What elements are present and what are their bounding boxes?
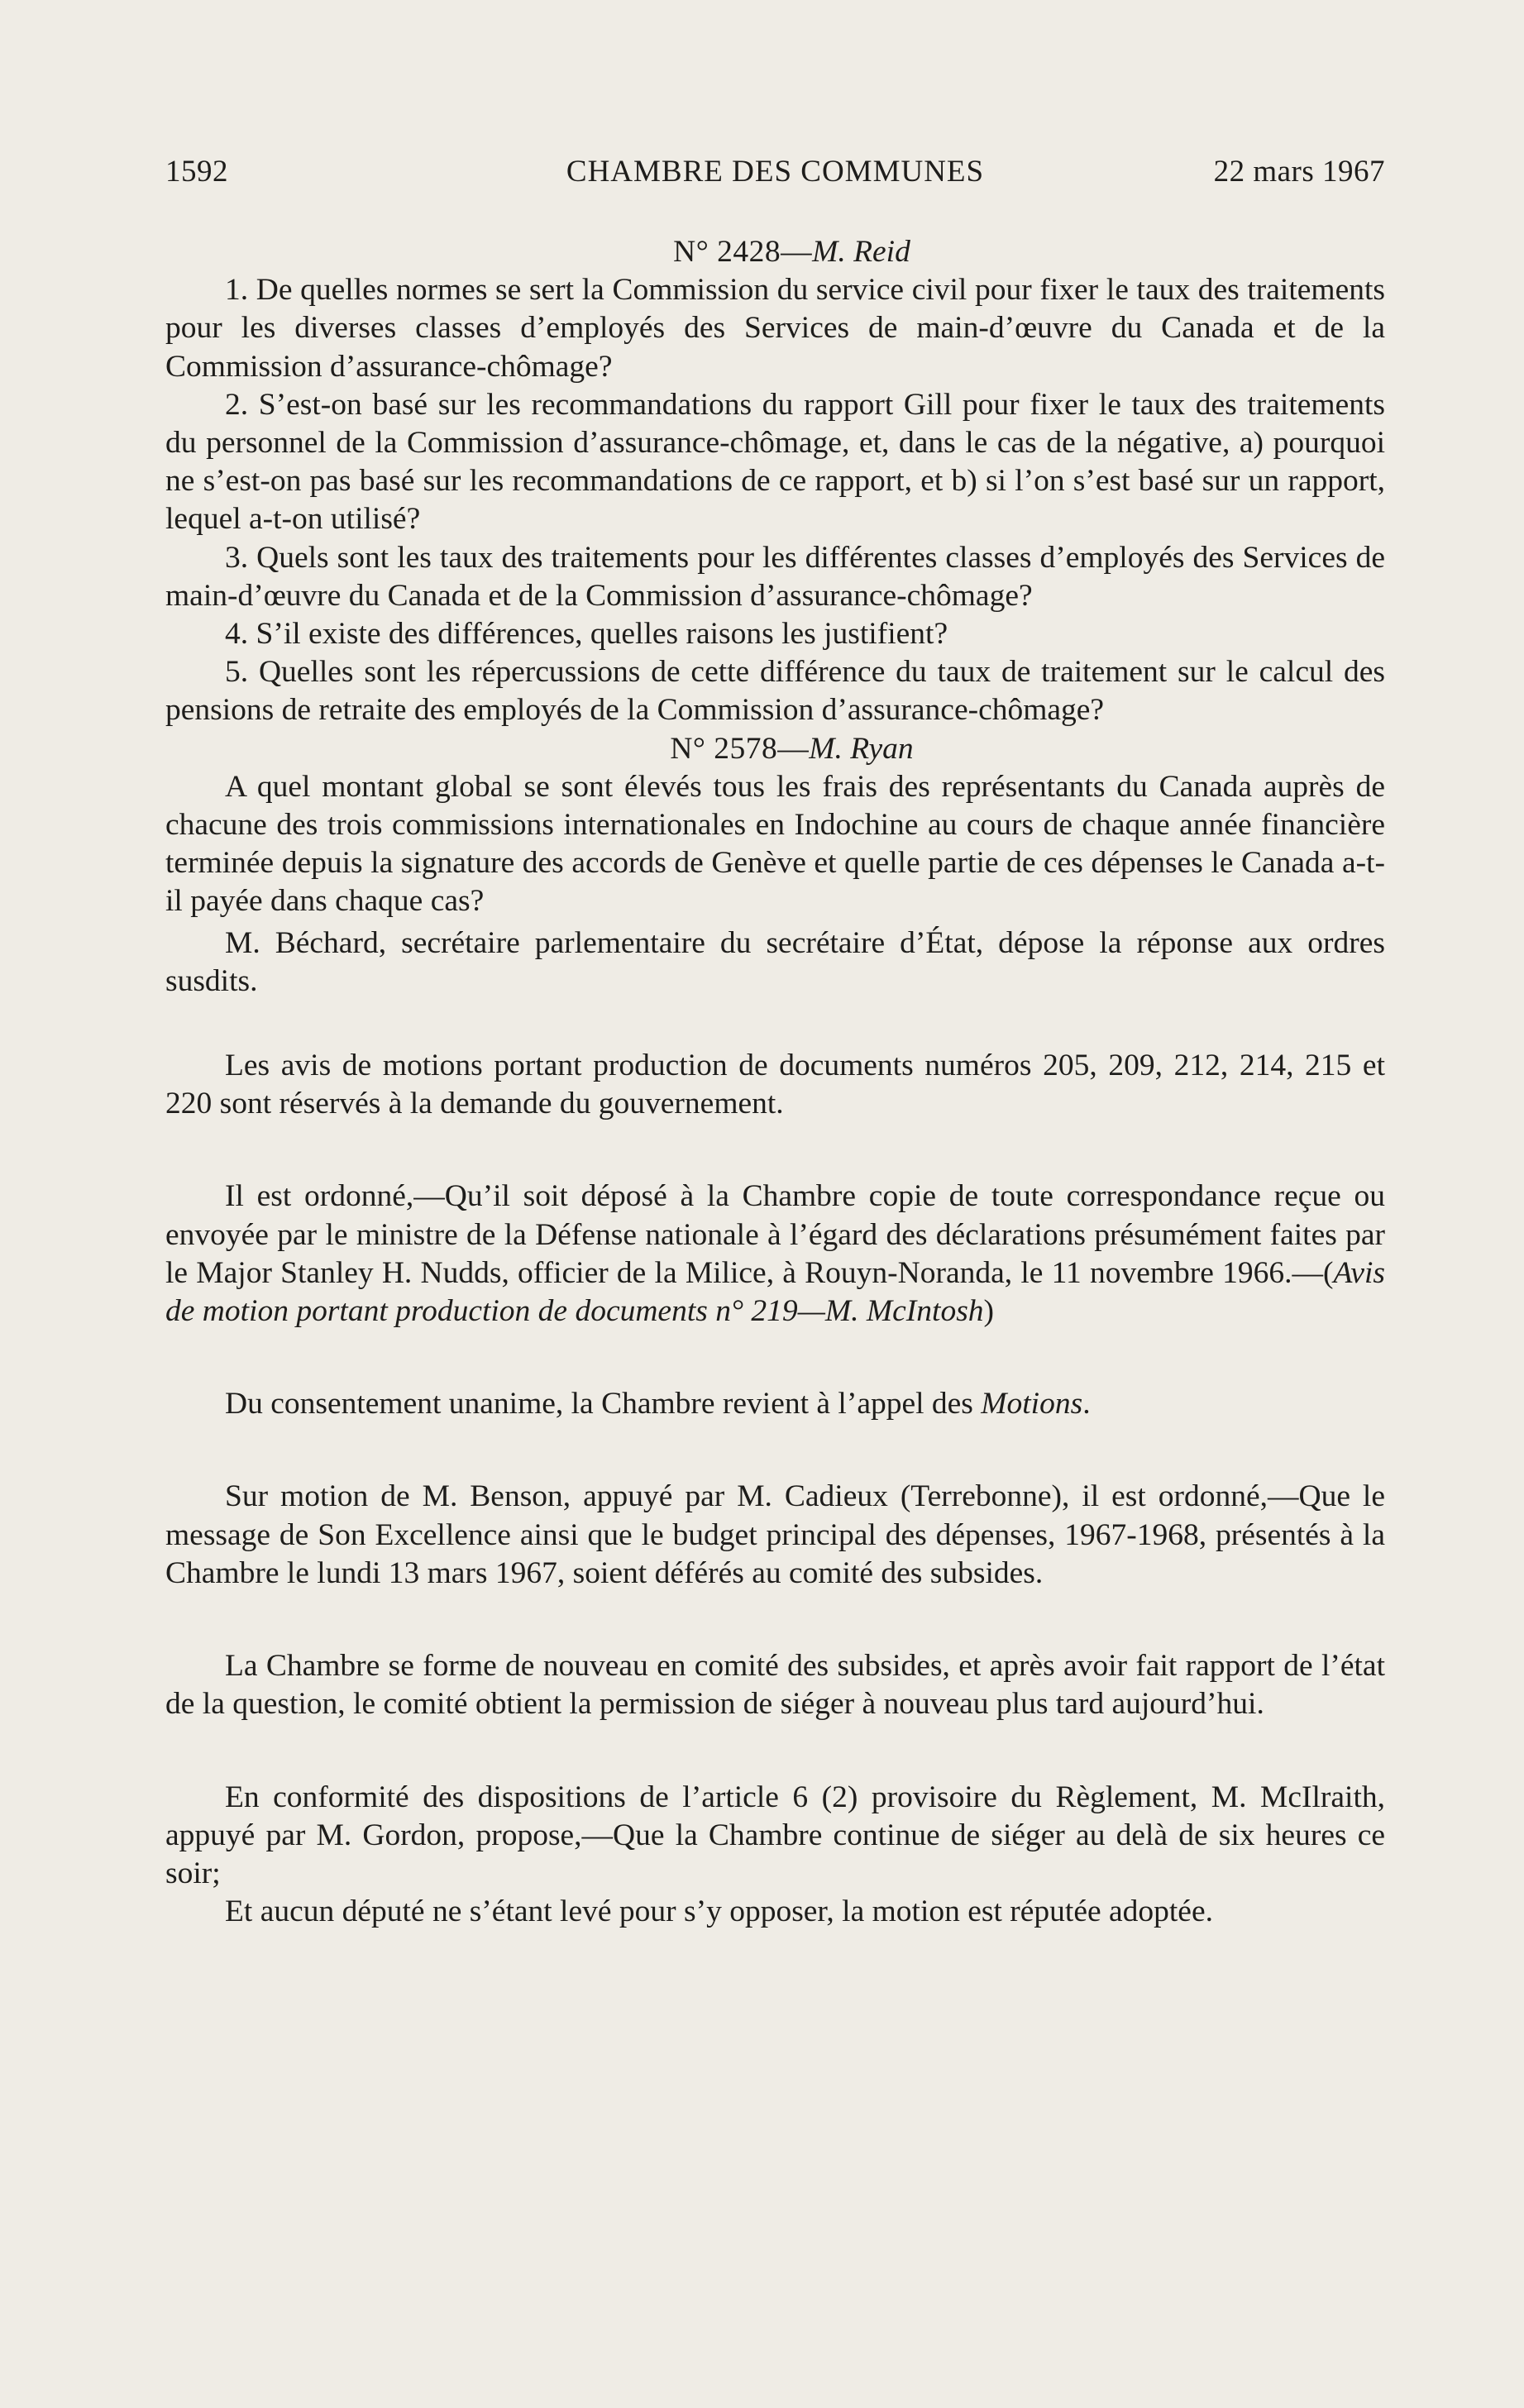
question-2428-part-3: 3. Quels sont les taux des traitements pour les différentes classes d’employés des Services de main-d’œuvre du Canada et de la Commission d’assurance-chômage?: [165, 540, 1385, 613]
question-member: M. Ryan: [809, 731, 914, 766]
question-2428-part-4: 4. S’il existe des différences, quelles raisons les justifient?: [225, 617, 948, 652]
page-date: 22 mars 1967: [1213, 155, 1385, 189]
page-body: [165, 233, 1385, 1931]
question-2428-part-1: 1. De quelles normes se sert la Commission du service civil pour fixer le taux des traitements pour les diverses classes d’employés des Services de main-d’œuvre du Canada et de la Commission d’assurance-chômage?: [165, 273, 1385, 384]
consentement-paragraph: [165, 1385, 1385, 1423]
benson-motion-paragraph: Sur motion de M. Benson, appuyé par M. Cadieux (Terrebonne), il est ordonné,—Que le message de Son Excellence ainsi que le budget principal des dépenses, 1967-1968, présentés à la Chambre le lundi 13 mars 1967, soient déférés au comité des subsides.: [165, 1479, 1385, 1590]
ordre-depot-citation: Avis de motion portant production de documents n° 219—M. McIntosh: [165, 1255, 1385, 1329]
question-2428-part-2: 2. S’est-on basé sur les recommandations du rapport Gill pour fixer le taux des traitements du personnel de la Commission d’assurance-chômage, et, dans le cas de la négative, a) pourquoi ne s’est-on pas basé sur les recommandations de ce rapport, et b) si l’on s’est basé sur un rapport, lequel a-t-on utilisé?: [165, 387, 1385, 537]
consentement-text: Du consentement unanime, la Chambre revient à l’appel des: [225, 1387, 982, 1421]
consentement-italic: Motions: [981, 1387, 1083, 1421]
question-2428-heading: [165, 233, 1385, 271]
ordre-depot-close: ): [983, 1294, 995, 1329]
page-number: 1592: [165, 155, 228, 189]
comite-subsides-paragraph: La Chambre se forme de nouveau en comité des subsides, et après avoir fait rapport de l’état de la question, le comité obtient la permission de siéger à nouveau plus tard aujourd’hui.: [165, 1649, 1385, 1722]
mcilraith-motion-paragraph: En conformité des dispositions de l’article 6 (2) provisoire du Règlement, M. McIlraith, appuyé par M. Gordon, propose,—Que la Chambre continue de siéger au delà de six heures ce soir;: [165, 1780, 1385, 1890]
ordre-depot-text: Il est ordonné,—Qu’il soit déposé à la Chambre copie de toute correspondance reçue ou envoyée par le ministre de la Défense nationale à l’égard des déclarations présumément faites par le Major Stanley H. Nudds, officier de la Milice, à Rouyn-Noranda, le 11 novembre 1966.—(: [165, 1179, 1385, 1290]
question-number: N° 2578—: [670, 731, 810, 766]
question-member: M. Reid: [812, 235, 910, 269]
consentement-end: .: [1082, 1387, 1091, 1421]
question-2578-text: A quel montant global se sont élevés tous les frais des représentants du Canada auprès de chacune des trois commissions internationales en Indochine au cours de chaque année financière terminée depuis la signature des accords de Genève et quelle partie de ces dépenses le Canada a-t-il payée dans chaque cas?: [165, 769, 1385, 919]
motion-adoptee-paragraph: Et aucun député ne s’étant levé pour s’y opposer, la motion est réputée adoptée.: [225, 1894, 1213, 1929]
journal-title: CHAMBRE DES COMMUNES: [566, 155, 985, 189]
bechard-paragraph: M. Béchard, secrétaire parlementaire du secrétaire d’État, dépose la réponse aux ordres susdits.: [165, 925, 1385, 998]
question-2578-heading: [165, 730, 1385, 768]
running-header: [165, 154, 1385, 194]
avis-motions-paragraph: Les avis de motions portant production de documents numéros 205, 209, 212, 214, 215 et 220 sont réservés à la demande du gouvernement.: [165, 1049, 1385, 1121]
question-2428-part-5: 5. Quelles sont les répercussions de cette différence du taux de traitement sur le calcul des pensions de retraite des employés de la Commission d’assurance-chômage?: [165, 655, 1385, 728]
question-number: N° 2428—: [673, 235, 813, 269]
ordre-depot-paragraph: [165, 1178, 1385, 1331]
